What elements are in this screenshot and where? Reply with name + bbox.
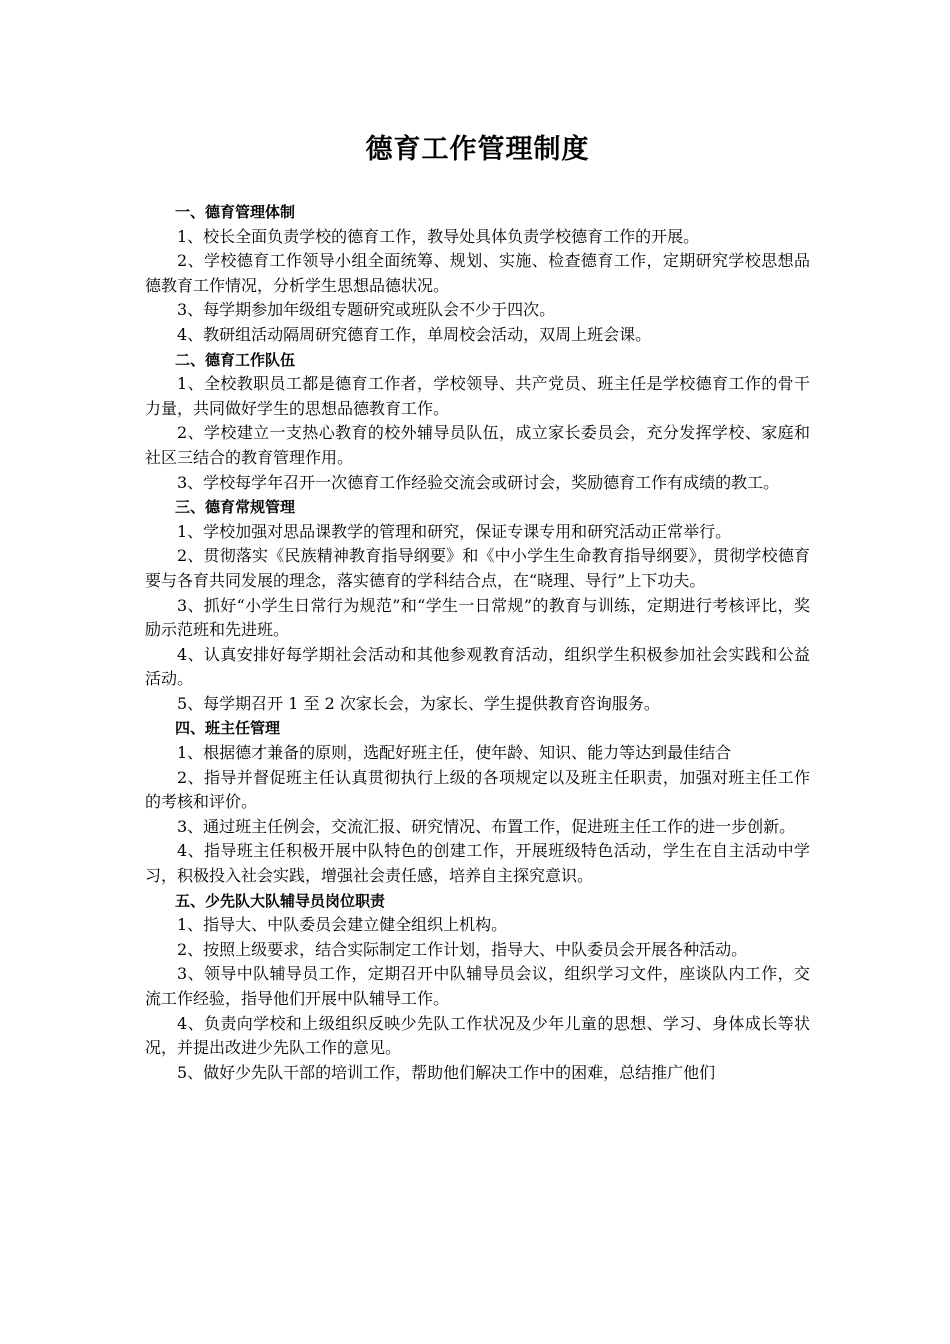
paragraph: 2、贯彻落实《民族精神教育指导纲要》和《中小学生生命教育指导纲要》，贯彻学校德育要与各育共同发展的理念，落实德育的学科结合点，在“晓理、导行”上下功夫。 bbox=[145, 546, 810, 590]
paragraph: 1、指导大、中队委员会建立健全组织上机构。 bbox=[177, 915, 508, 935]
section-heading: 三、德育常规管理 bbox=[175, 498, 296, 517]
paragraph: 1、全校教职员工都是德育工作者，学校领导、共产党员、班主任是学校德育工作的骨干力量，共同做好学生的思想品德教育工作。 bbox=[145, 374, 810, 418]
paragraph: 1、校长全面负责学校的德育工作，教导处具体负责学校德育工作的开展。 bbox=[177, 226, 700, 246]
section-heading: 五、少先队大队辅导员岗位职责 bbox=[175, 891, 386, 910]
paragraph: 3、通过班主任例会，交流汇报、研究情况、布置工作，促进班主任工作的进一步创新。 bbox=[177, 816, 796, 836]
paragraph: 5、每学期召开 1 至 2 次家长会，为家长、学生提供教育咨询服务。 bbox=[177, 693, 660, 713]
paragraph: 3、领导中队辅导员工作，定期召开中队辅导员会议，组织学习文件，座谈队内工作，交流工作经验，指导他们开展中队辅导工作。 bbox=[145, 964, 810, 1008]
document-body bbox=[145, 200, 810, 1085]
paragraph: 5、做好少先队干部的培训工作，帮助他们解决工作中的困难，总结推广他们 bbox=[177, 1062, 716, 1082]
document-title: 德育工作管理制度 bbox=[365, 134, 590, 165]
paragraph: 2、学校德育工作领导小组全面统筹、规划、实施、检查德育工作，定期研究学校思想品德教育工作情况，分析学生思想品德状况。 bbox=[145, 251, 810, 295]
paragraph: 2、学校建立一支热心教育的校外辅导员队伍，成立家长委员会，充分发挥学校、家庭和社区三结合的教育管理作用。 bbox=[145, 423, 810, 467]
paragraph: 4、指导班主任积极开展中队特色的创建工作，开展班级特色活动，学生在自主活动中学习，积极投入社会实践，增强社会责任感，培养自主探究意识。 bbox=[145, 841, 810, 886]
paragraph: 4、教研组活动隔周研究德育工作，单周校会活动，双周上班会课。 bbox=[177, 324, 652, 344]
paragraph: 3、每学期参加年级组专题研究或班队会不少于四次。 bbox=[177, 300, 556, 320]
paragraph: 4、认真安排好每学期社会活动和其他参观教育活动，组织学生积极参加社会实践和公益活动。 bbox=[145, 644, 810, 689]
paragraph: 2、按照上级要求，结合实际制定工作计划，指导大、中队委员会开展各种活动。 bbox=[177, 939, 748, 959]
paragraph: 1、根据德才兼备的原则，选配好班主任，使年龄、知识、能力等达到最佳结合 bbox=[177, 743, 732, 763]
section-heading: 二、德育工作队伍 bbox=[175, 350, 296, 369]
section-heading: 一、德育管理体制 bbox=[175, 203, 296, 221]
paragraph: 4、负责向学校和上级组织反映少先队工作状况及少年儿童的思想、学习、身体成长等状况，并提出改进少先队工作的意见。 bbox=[145, 1013, 810, 1058]
paragraph: 2、指导并督促班主任认真贯彻执行上级的各项规定以及班主任职责，加强对班主任工作的考核和评价。 bbox=[145, 767, 810, 812]
paragraph: 1、学校加强对思品课教学的管理和研究，保证专课专用和研究活动正常举行。 bbox=[177, 521, 732, 541]
paragraph: 3、抓好“小学生日常行为规范”和“学生一日常规”的教育与训练，定期进行考核评比，奖励示范班和先进班。 bbox=[145, 595, 810, 640]
paragraph: 3、学校每学年召开一次德育工作经验交流会或研讨会，奖励德育工作有成绩的教工。 bbox=[177, 472, 780, 492]
section-heading: 四、班主任管理 bbox=[175, 719, 281, 738]
